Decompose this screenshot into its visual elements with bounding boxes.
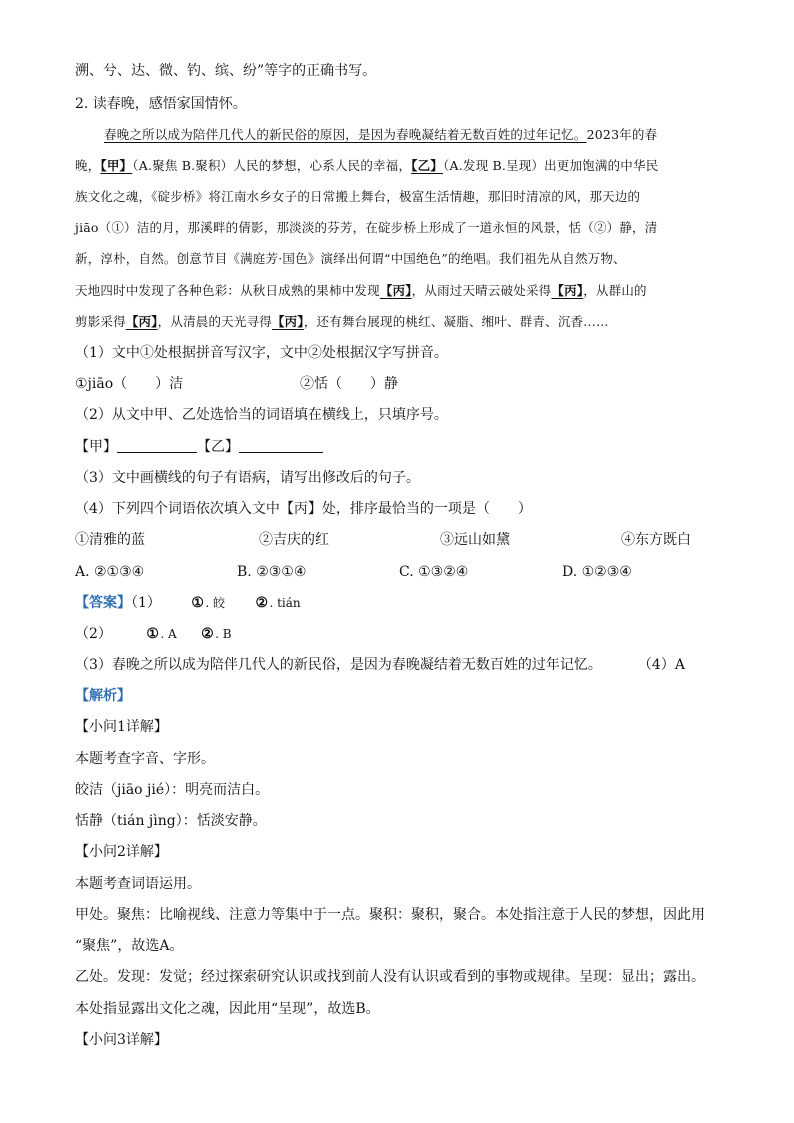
section-heading: 【小问3详解】 [75, 1032, 168, 1048]
word-option: ①清雅的蓝 [75, 532, 145, 548]
choice-c: C. ①③②④ [399, 564, 469, 580]
sub-question-3: （3）文中画横线的句子有语病，请写出修改后的句子。 [75, 470, 420, 486]
blank-marker-yi: 【乙】 [411, 158, 444, 173]
analysis-tag: 【解析】 [75, 688, 131, 704]
analysis-text: 恬静（tián jìng）：恬淡安静。 [75, 813, 267, 829]
passage-line: 春晚之所以成为陪伴几代人的新民俗的原因，是因为春晚凝结着无数百姓的过年记忆。2023年的春 [104, 127, 658, 142]
blank-marker-jia: 【甲】 [100, 158, 133, 173]
analysis-text: 本题考查字音、字形。 [75, 751, 215, 767]
answer-blank-jia[interactable] [117, 438, 197, 453]
analysis-text: 甲处。聚焦：比喻视线、注意力等集中于一点。聚积：聚积，聚合。本处指注意于人民的梦想，因此用 [75, 907, 705, 923]
blank-marker-bing: 【丙】 [551, 283, 584, 298]
answer-blank-yi[interactable] [239, 438, 323, 453]
blank-marker-bing: 【丙】 [125, 314, 158, 329]
passage-line: 族文化之魂，《碇步桥》将江南水乡女子的日常搬上舞台，极富生活情趣，那旧时清凉的风，那天边的 [75, 189, 641, 204]
analysis-text: “聚焦”，故选A。 [75, 938, 184, 954]
underlined-sentence: 春晚之所以成为陪伴几代人的新民俗的原因，是因为春晚凝结着无数百姓的过年记忆。 [104, 127, 587, 142]
passage-line: 晚，【甲】（A.聚焦 B.聚积）人民的梦想，心系人民的幸福，【乙】（A.发现 B.呈现）出更加饱满的中华民 [75, 158, 659, 173]
choice-b: B. ②③①④ [237, 564, 307, 580]
analysis-text: 本处指显露出文化之魂，因此用“呈现”，故选B。 [75, 1001, 380, 1017]
sub-question-1: （1）文中①处根据拼音写汉字，文中②处根据汉字写拼音。 [75, 345, 448, 361]
analysis-text: 本题考查词语运用。 [75, 876, 201, 892]
answer-row-1: 【答案】（1） ①. 皎 ②. tián [75, 595, 301, 611]
passage-line: jiāo（①）洁的月，那溪畔的倩影，那淡淡的芬芳，在碇步桥上形成了一道永恒的风景，恬（②）静，清 [75, 220, 658, 235]
answer-row-2: （2） ①. A ②. B [75, 626, 232, 642]
sub2-blanks: 【甲】 【乙】 [75, 437, 323, 457]
text-line: 溯、兮、达、微、钓、缤、纷”等字的正确书写。 [75, 63, 377, 79]
sub1-item-b: ②恬（ ）静 [300, 376, 398, 392]
section-heading: 【小问2详解】 [75, 844, 168, 860]
sub1-item-a: ①jiāo（ ）洁 [75, 376, 184, 392]
sub-question-4: （4）下列四个词语依次填入文中【丙】处，排序最恰当的一项是（ ） [75, 501, 532, 517]
section-heading: 【小问1详解】 [75, 719, 168, 735]
analysis-text: 皎洁（jiāo jié）：明亮而洁白。 [75, 782, 270, 798]
sub-question-2: （2）从文中甲、乙处选恰当的词语填在横线上，只填序号。 [75, 407, 448, 423]
blank-marker-bing: 【丙】 [271, 314, 304, 329]
passage-line: 新，淳朴，自然。创意节目《满庭芳·国色》演绎出何谓“中国绝色”的绝唱。我们祖先从自然万物、 [75, 251, 626, 266]
choice-d: D. ①②③④ [562, 564, 632, 580]
word-option: ②吉庆的红 [259, 532, 329, 548]
analysis-text: 乙处。发现：发觉；经过探索研究认识或找到前人没有认识或看到的事物或规律。呈现：显出；露出。 [75, 969, 705, 985]
word-option: ③远山如黛 [440, 532, 510, 548]
question-title: 2. 读春晚，感悟家国情怀。 [75, 96, 247, 112]
choice-a: A. ②①③④ [75, 564, 145, 580]
blank-marker-bing: 【丙】 [379, 283, 412, 298]
passage-line: 剪影采得【丙】，从清晨的天光寻得【丙】，还有舞台展现的桃红、凝脂、缃叶、群青、沉香…… [75, 314, 609, 329]
answer-row-3: （3）春晚之所以成为陪伴几代人的新民俗，是因为春晚凝结着无数百姓的过年记忆。 （4）A [75, 657, 685, 673]
passage-line: 天地四时中发现了各种色彩：从秋日成熟的果柿中发现【丙】，从雨过天晴云破处采得【丙】，从群山的 [75, 283, 647, 298]
answer-tag: 【答案】 [75, 595, 131, 611]
word-option: ④东方既白 [621, 532, 691, 548]
